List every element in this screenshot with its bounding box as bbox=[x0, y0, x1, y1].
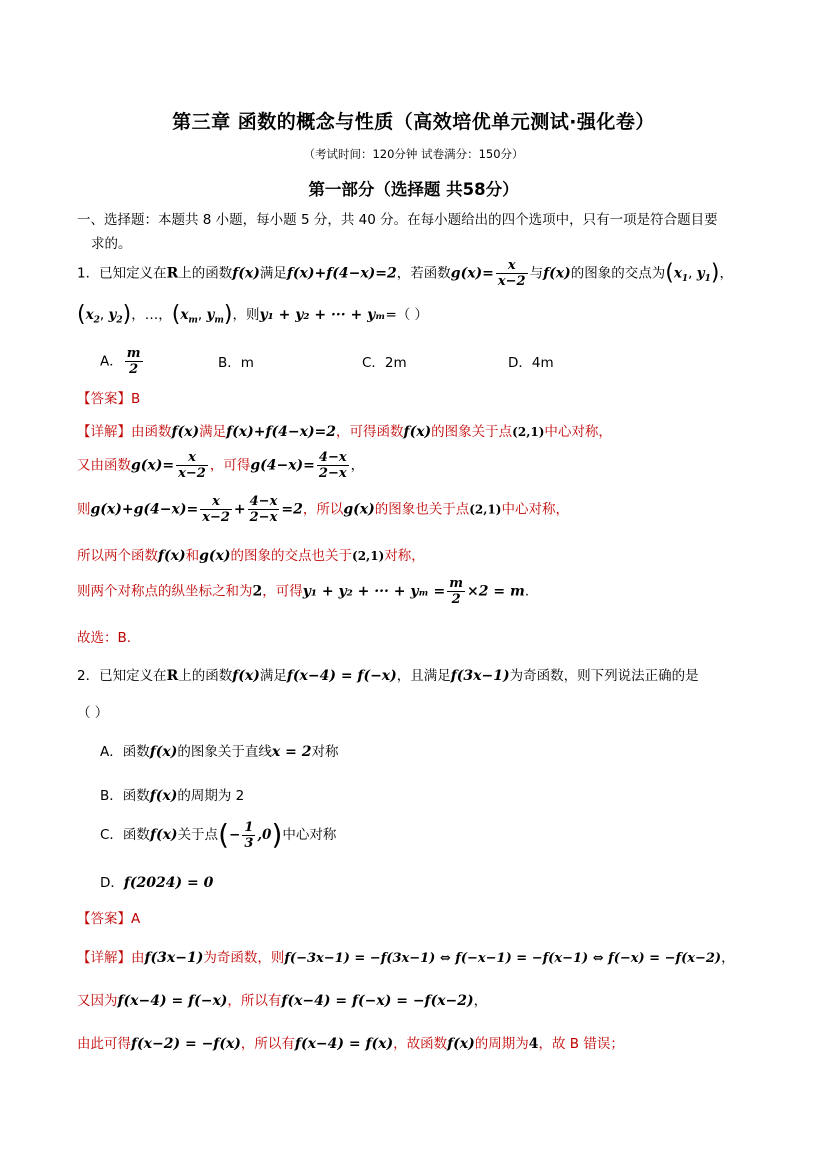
question-1-option-a[interactable]: A． $\frac{m}{2}$ bbox=[100, 346, 141, 377]
question-2-option-b[interactable]: B．函数f(x)的周期为 2 bbox=[100, 788, 245, 804]
question-1-detail-line3: 则g(x)+g(4−x)= $\frac{x}{x-2}$ + $\frac{4-x}{2-x}$ =2，所以g(x)的图象也关于点(2,1)中心对称， bbox=[77, 494, 569, 525]
question-2-option-d[interactable]: D．f(2024) = 0 bbox=[100, 875, 214, 891]
section-instructions-cont: 求的。 bbox=[91, 236, 132, 252]
question-2-detail-line3: 由此可得f(x−2) = −f(x)，所以有f(x−4) = f(x)，故函数f(x)的周期为4，故 B 错误； bbox=[77, 1036, 624, 1052]
question-1-stem-cont: ($x_2$, $y_2$)，…，($x_m$, $y_m$)，则y₁ + y₂ + ··· + yₘ=（ ） bbox=[77, 302, 429, 327]
question-1-answer: 【答案】B bbox=[77, 391, 141, 407]
question-2-answer: 【答案】A bbox=[77, 911, 141, 927]
question-1-conclusion: 故选：B. bbox=[77, 630, 132, 646]
part-heading: 第一部分（选择题 共58分） bbox=[308, 180, 519, 199]
question-2-detail-line1: 【详解】由f(3x−1)为奇函数，则f(−3x−1) = −f(3x−1) ⇔ f(−x−1) = −f(x−1) ⇔ f(−x) = −f(x−2)， bbox=[77, 950, 735, 966]
page-title: 第三章 函数的概念与性质（高效培优单元测试·强化卷） bbox=[172, 111, 655, 133]
question-1-option-c[interactable]: C．2m bbox=[362, 355, 407, 371]
question-2-stem: 2．已知定义在R上的函数f(x)满足f(x−4) = f(−x)，且满足f(3x−1)为奇函数，则下列说法正确的是 bbox=[77, 668, 699, 684]
exam-info: （考试时间：120分钟 试卷满分：150分） bbox=[303, 147, 524, 161]
question-2-paren: （ ） bbox=[77, 705, 109, 721]
question-2-option-a[interactable]: A．函数f(x)的图象关于直线x = 2对称 bbox=[100, 744, 339, 760]
question-1-detail-line2: 又由函数g(x)= $\frac{x}{x-2}$ ，可得g(4−x)= $\frac{4-x}{2-x}$ ， bbox=[77, 450, 365, 481]
question-2-detail-line2: 又因为f(x−4) = f(−x)，所以有f(x−4) = f(−x) = −f(x−2)， bbox=[77, 993, 488, 1009]
question-1-option-d[interactable]: D．4m bbox=[508, 355, 554, 371]
question-1-detail-line4: 所以两个函数f(x)和g(x)的图象的交点也关于(2,1)对称， bbox=[77, 548, 425, 564]
question-1-option-b[interactable]: B．m bbox=[218, 355, 254, 371]
question-1-detail-line5: 则两个对称点的纵坐标之和为2，可得y₁ + y₂ + ··· + yₘ = $\frac{m}{2}$ ×2 = m. bbox=[77, 576, 530, 607]
section-instructions: 一、选择题：本题共 8 小题，每小题 5 分，共 40 分。在每小题给出的四个选项中，只有一项是符合题目要 bbox=[77, 212, 718, 228]
question-1-stem: 1．已知定义在R上的函数f(x)满足f(x)+f(4−x)=2，若函数g(x)= $\frac{x}{x-2}$ 与f(x)的图象的交点为($x_1$, $y_1$)， bbox=[77, 258, 733, 289]
question-2-option-c[interactable]: C．函数f(x)关于点(− $\frac{1}{3}$ ,0)中心对称 bbox=[100, 818, 337, 851]
question-1-detail-line1: 【详解】由函数f(x)满足f(x)+f(4−x)=2，可得函数f(x)的图象关于点(2,1)中心对称， bbox=[77, 424, 612, 440]
